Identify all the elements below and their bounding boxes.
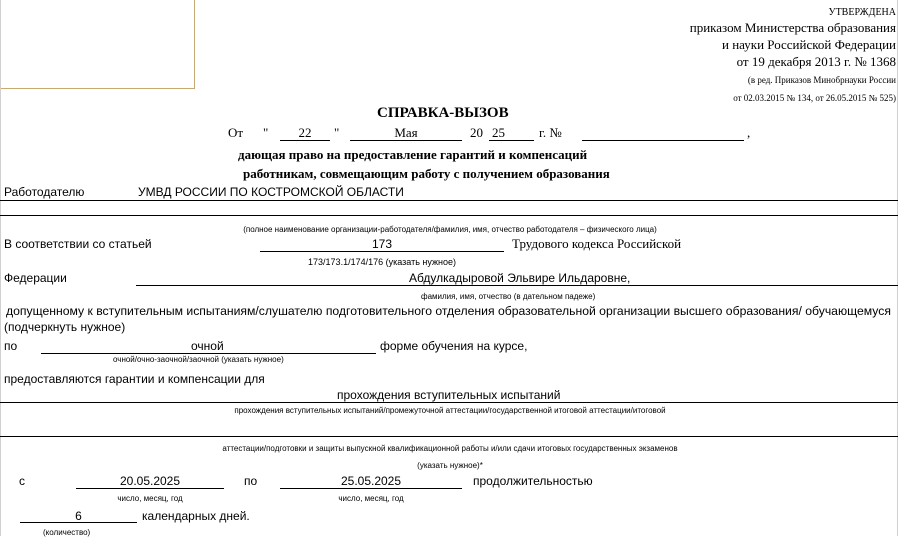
guarantees-label: предоставляются гарантии и компенсации для [4,372,265,386]
employer-value[interactable]: УМВД РОССИИ ПО КОСТРОМСКОЙ ОБЛАСТИ [138,185,404,199]
date-year-label: г. № [539,125,562,140]
subtitle-line-1: дающая право на предоставление гарантий и компенсаций [238,147,588,162]
days-hint: (количество) [43,528,91,537]
employer-hint: (полное наименование организации-работодателя/фамилия, имя, отчество работодателя – физического лица) [243,225,657,234]
study-form-suffix: форме обучения на курсе, [380,339,528,353]
approval-line-5: (в ред. Приказов Минобрнауки России [747,75,896,85]
period-duration-label: продолжительностью [473,474,593,488]
date-from-label: От [228,125,244,140]
date-quote-open: " [263,125,269,140]
study-form-value[interactable]: очной [191,339,224,353]
approval-line-3: и науки Российской Федерации [721,37,896,52]
date-month[interactable]: Мая [394,125,418,140]
date-year-prefix: 20 [470,125,483,140]
document-title: СПРАВКА-ВЫЗОВ [377,105,509,121]
article-hint: 173/173.1/174/176 (указать нужное) [308,257,456,267]
article-label: В соответствии со статьей [4,237,152,251]
date-day[interactable]: 22 [298,125,312,140]
date-year-suffix[interactable]: 25 [492,125,505,140]
days-label: календарных дней. [142,509,250,523]
period-to-value[interactable]: 25.05.2025 [340,474,402,488]
period-from-hint: число, месяц, год [117,494,183,503]
subtitle-line-2: работникам, совмещающим работу с получением образования [243,166,610,181]
period-to-hint: число, месяц, год [338,494,404,503]
guarantees-value[interactable]: прохождения вступительных испытаний [337,388,561,402]
corner-box [0,0,195,89]
period-to-label: по [244,474,258,488]
article-value[interactable]: 173 [371,237,393,251]
date-quote-close: " [334,125,340,140]
guarantees-hint: прохождения вступительных испытаний/промежуточной аттестации/государственной итоговой аттестации/итоговой [234,406,666,415]
date-comma: , [747,125,751,140]
federation-label: Федерации [4,271,67,285]
study-form-label: по [4,339,18,353]
recipient-name[interactable]: Абдулкадыровой Эльвире Ильдаровне, [409,271,631,285]
guarantees-hint-2: аттестации/подготовки и защиты выпускной квалификационной работы и/или сдачи итоговых государственных экзаменов [222,444,678,453]
approval-line-4: от 19 декабря 2013 г. № 1368 [736,54,896,69]
admitted-line-2: (подчеркнуть нужное) [4,320,126,334]
period-from-value[interactable]: 20.05.2025 [119,474,181,488]
days-value[interactable]: 6 [75,509,82,523]
study-form-hint: очной/очно-заочной/заочной (указать нужное) [113,355,284,364]
federation-hint: фамилия, имя, отчество (в дательном падеже) [421,292,596,301]
guarantees-hint-3: (указать нужное)* [417,461,483,470]
employer-label: Работодателю [4,185,85,199]
approval-line-2: приказом Министерства образования [689,20,896,35]
approval-line-6: от 02.03.2015 № 134, от 26.05.2015 № 525) [733,93,896,103]
admitted-line-1: допущенному к вступительным испытаниям/слушателю подготовительного отделения образовательной организации высшего образования/ обучающемуся [6,304,891,318]
period-from-label: с [19,474,25,488]
grid-line-left [0,0,1,536]
article-suffix: Трудового кодекса Российской [512,236,682,251]
approval-line-1: УТВЕРЖДЕНА [828,7,896,18]
grid-line-right [897,0,898,536]
